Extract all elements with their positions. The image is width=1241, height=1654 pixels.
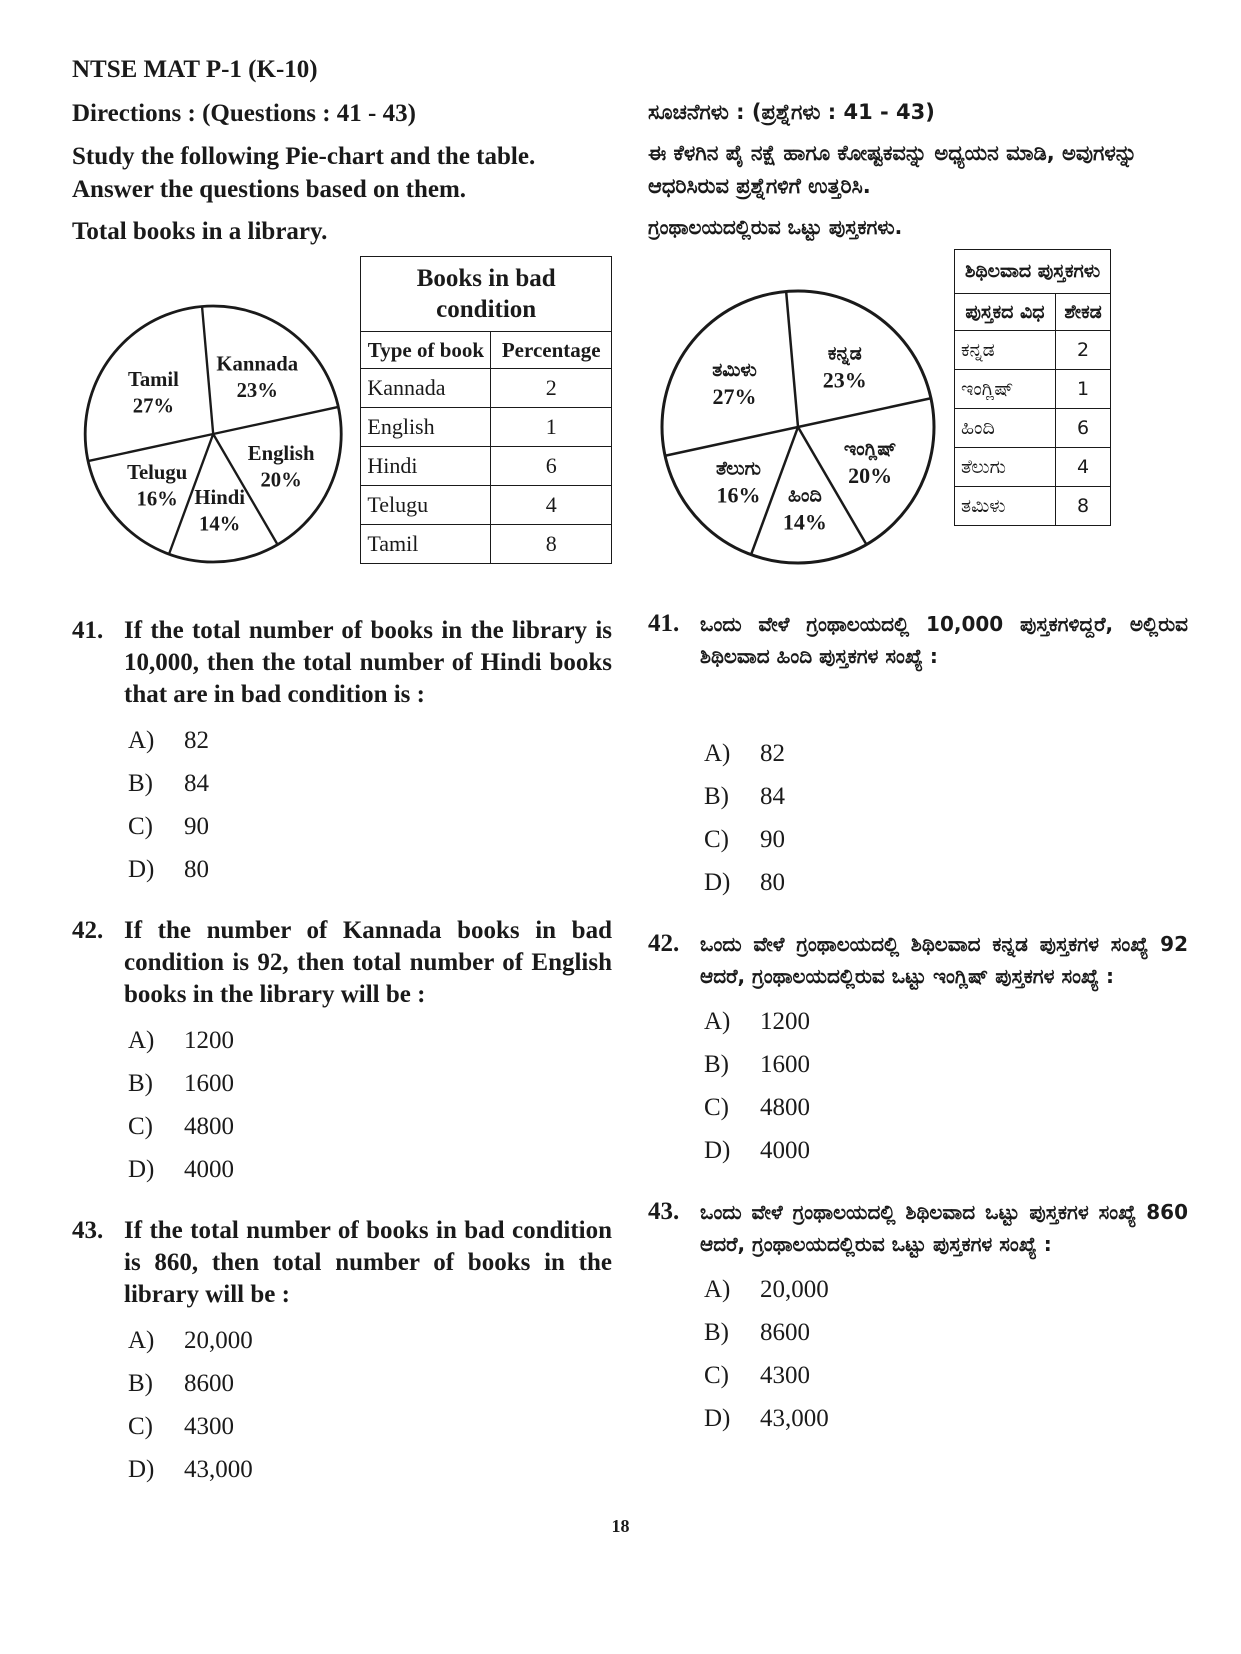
table-cell-type: ಹಿಂದಿ <box>955 409 1056 448</box>
question-text: If the total number of books in the library is 10,000, then the total number of Hindi books that are in bad condition is : <box>124 617 612 708</box>
table-cell-type: ತೆಲುಗು <box>955 448 1056 487</box>
option-a[interactable] <box>704 732 1188 775</box>
question-41 <box>648 608 1188 904</box>
table-row <box>361 369 612 408</box>
option-letter: C) <box>128 1413 153 1440</box>
pie-slice-label <box>716 458 761 508</box>
table-cell-type: ಕನ್ನಡ <box>955 331 1056 370</box>
pie-category-label: ಇಂಗ್ಲಿಷ್ <box>843 437 897 460</box>
option-value: 4000 <box>184 1156 234 1183</box>
table-cell-value: 1 <box>491 408 612 447</box>
option-value: 80 <box>760 869 785 896</box>
options-list <box>704 732 1188 904</box>
directions-text: ಈ ಕೆಳಗಿನ ಪೈ ನಕ್ಷೆ ಹಾಗೂ ಕೋಷ್ಟಕವನ್ನು ಅಧ್ಯಯನ ಮಾಡಿ, ಅವುಗಳನ್ನು ಆಧರಿಸಿರುವ ಪ್ರಶ್ನೆಗಳಿಗೆ ಉತ್ತರಿಸಿ. <box>648 141 1137 198</box>
table-cell-type: ಇಂಗ್ಲಿಷ್ <box>955 370 1056 409</box>
option-b[interactable] <box>704 1311 1188 1354</box>
table-caption: Books in bad condition <box>361 257 612 332</box>
option-value: 43,000 <box>184 1456 253 1483</box>
option-a[interactable] <box>128 1319 612 1362</box>
table-cell-value: 4 <box>491 486 612 525</box>
table-row <box>955 370 1111 409</box>
option-letter: A) <box>128 727 155 754</box>
table-cell-value: 8 <box>1056 487 1111 526</box>
pie-slice-label <box>712 359 757 409</box>
table-cell-value: 6 <box>1056 409 1111 448</box>
option-letter: A) <box>704 740 731 767</box>
table-caption: ಶಿಥಿಲವಾದ ಪುಸ್ತಕಗಳು <box>955 250 1111 294</box>
option-letter: B) <box>704 1051 729 1078</box>
pie-category-label: ತೆಲುಗು <box>716 457 761 480</box>
option-a[interactable] <box>128 719 612 762</box>
question-41 <box>72 615 612 891</box>
table-cell-value: 1 <box>1056 370 1111 409</box>
table-row <box>955 331 1111 370</box>
chart-caption: ಗ್ರಂಥಾಲಯದಲ್ಲಿರುವ ಒಟ್ಟು ಪುಸ್ತಕಗಳು. <box>648 215 903 239</box>
option-a[interactable] <box>704 1268 1188 1311</box>
table-row <box>955 409 1111 448</box>
option-c[interactable] <box>704 1354 1188 1397</box>
question-43 <box>72 1215 612 1491</box>
pie-percent-label: 27% <box>132 395 175 418</box>
table-row <box>361 486 612 525</box>
table-header-type: Type of book <box>361 332 491 369</box>
pie-chart <box>72 284 354 584</box>
option-letter: C) <box>704 1362 729 1389</box>
pie-percent-label: 16% <box>716 482 761 508</box>
option-b[interactable] <box>128 1362 612 1405</box>
options-list <box>128 1019 612 1191</box>
chart-row <box>648 249 1188 594</box>
option-value: 1200 <box>184 1027 234 1054</box>
english-column <box>72 100 612 1491</box>
option-value: 80 <box>184 856 209 883</box>
option-letter: C) <box>704 826 729 853</box>
page-number: 18 <box>611 1516 630 1536</box>
pie-percent-label: 16% <box>136 488 178 511</box>
table-row <box>361 525 612 564</box>
pie-slice-label <box>823 343 867 393</box>
option-letter: A) <box>128 1327 155 1354</box>
pie-slice-label <box>783 485 827 535</box>
option-value: 20,000 <box>184 1327 253 1354</box>
option-value: 4000 <box>760 1137 810 1164</box>
option-letter: B) <box>128 1070 153 1097</box>
option-letter: A) <box>128 1027 155 1054</box>
option-value: 1600 <box>184 1070 234 1097</box>
option-d[interactable] <box>128 848 612 891</box>
option-d[interactable] <box>704 1129 1188 1172</box>
option-letter: C) <box>704 1094 729 1121</box>
option-d[interactable] <box>128 1148 612 1191</box>
option-value: 84 <box>760 783 785 810</box>
table-cell-value: 2 <box>491 369 612 408</box>
option-letter: C) <box>128 813 153 840</box>
option-value: 4300 <box>760 1362 810 1389</box>
table-cell-type: Telugu <box>361 486 491 525</box>
option-letter: D) <box>128 1156 155 1183</box>
option-value: 90 <box>760 826 785 853</box>
table-row <box>955 448 1111 487</box>
option-letter: A) <box>704 1008 731 1035</box>
bad-condition-table <box>360 256 612 564</box>
pie-percent-label: 20% <box>848 462 893 488</box>
option-letter: A) <box>704 1276 731 1303</box>
option-d[interactable] <box>704 1397 1188 1440</box>
table-cell-type: Tamil <box>361 525 491 564</box>
pie-category-label: Telugu <box>127 461 188 484</box>
question-42 <box>72 915 612 1191</box>
exam-header: NTSE MAT P-1 (K-10) <box>72 56 318 83</box>
question-42 <box>648 928 1188 1172</box>
option-letter: B) <box>128 1370 153 1397</box>
option-a[interactable] <box>704 1000 1188 1043</box>
pie-percent-label: 14% <box>782 509 827 535</box>
table-cell-value: 4 <box>1056 448 1111 487</box>
option-b[interactable] <box>128 1062 612 1105</box>
options-list <box>128 719 612 891</box>
table-cell-value: 8 <box>491 525 612 564</box>
pie-category-label: English <box>247 443 315 466</box>
option-letter: D) <box>704 1405 731 1432</box>
option-value: 4800 <box>184 1113 234 1140</box>
table-cell-type: Hindi <box>361 447 491 486</box>
directions-text: Study the following Pie-chart and the table. Answer the questions based on them. <box>72 143 536 203</box>
question-number: 41. <box>72 617 104 644</box>
table-cell-value: 2 <box>1056 331 1111 370</box>
table-row <box>361 447 612 486</box>
option-letter: D) <box>128 1456 155 1483</box>
pie-percent-label: 27% <box>712 384 757 410</box>
option-letter: D) <box>128 856 155 883</box>
question-number: 42. <box>648 930 680 957</box>
option-c[interactable] <box>704 1086 1188 1129</box>
pie-percent-label: 14% <box>198 513 241 536</box>
option-value: 1200 <box>760 1008 810 1035</box>
option-value: 82 <box>760 740 785 767</box>
pie-category-label: ತಮಿಳು <box>712 359 757 382</box>
table-cell-type: Kannada <box>361 369 491 408</box>
option-value: 1600 <box>760 1051 810 1078</box>
table-header-percentage: ಶೇಕಡ <box>1056 294 1111 331</box>
question-text: ಒಂದು ವೇಳೆ ಗ್ರಂಥಾಲಯದಲ್ಲಿ 10,000 ಪುಸ್ತಕಗಳಿದ್ದರೆ, ಅಲ್ಲಿರುವ ಶಿಥಿಲವಾದ ಹಿಂದಿ ಪುಸ್ತಕಗಳ ಸಂಖ್ಯೆ : <box>700 612 1188 668</box>
option-letter: D) <box>704 869 731 896</box>
question-number: 41. <box>648 610 680 637</box>
question-number: 43. <box>648 1198 680 1225</box>
pie-percent-label: 23% <box>822 367 867 393</box>
option-a[interactable] <box>128 1019 612 1062</box>
question-number: 42. <box>72 917 104 944</box>
pie-percent-label: 23% <box>236 379 278 402</box>
question-number: 43. <box>72 1217 104 1244</box>
chart-caption: Total books in a library. <box>72 218 328 245</box>
option-c[interactable] <box>128 1405 612 1448</box>
option-b[interactable] <box>704 775 1188 818</box>
pie-percent-label: 20% <box>260 469 302 492</box>
table-header-percentage: Percentage <box>491 332 612 369</box>
chart-row <box>72 256 612 601</box>
kannada-column <box>648 100 1188 1440</box>
option-letter: B) <box>704 1319 729 1346</box>
option-value: 8600 <box>184 1370 234 1397</box>
options-list <box>128 1319 612 1491</box>
pie-category-label: ಹಿಂದಿ <box>787 484 822 507</box>
table-cell-type: English <box>361 408 491 447</box>
option-c[interactable] <box>128 805 612 848</box>
option-letter: B) <box>704 783 729 810</box>
pie-category-label: Kannada <box>216 353 299 376</box>
question-text: ಒಂದು ವೇಳೆ ಗ್ರಂಥಾಲಯದಲ್ಲಿ ಶಿಥಿಲವಾದ ಕನ್ನಡ ಪುಸ್ತಕಗಳ ಸಂಖ್ಯೆ 92 ಆದರೆ, ಗ್ರಂಥಾಲಯದಲ್ಲಿರುವ ಒಟ್ಟು ಇಂಗ್ಲಿಷ್ ಪುಸ್ತಕಗಳ ಸಂಖ್ಯೆ : <box>700 932 1188 988</box>
option-value: 4800 <box>760 1094 810 1121</box>
table-header-type: ಪುಸ್ತಕದ ವಿಧ <box>955 294 1056 331</box>
directions-title: Directions : (Questions : 41 - 43) <box>72 100 416 127</box>
option-value: 84 <box>184 770 209 797</box>
option-d[interactable] <box>704 861 1188 904</box>
question-text: If the number of Kannada books in bad condition is 92, then total number of English books in the library will be : <box>124 917 612 1008</box>
option-letter: B) <box>128 770 153 797</box>
pie-category-label: ಕನ್ನಡ <box>827 342 862 365</box>
option-letter: C) <box>128 1113 153 1140</box>
options-list <box>704 1268 1188 1440</box>
pie-category-label: Hindi <box>194 487 245 510</box>
option-letter: D) <box>704 1137 731 1164</box>
option-value: 90 <box>184 813 209 840</box>
table-cell-type: ತಮಿಳು <box>955 487 1056 526</box>
option-value: 43,000 <box>760 1405 829 1432</box>
question-text: ಒಂದು ವೇಳೆ ಗ್ರಂಥಾಲಯದಲ್ಲಿ ಶಿಥಿಲವಾದ ಒಟ್ಟು ಪುಸ್ತಕಗಳ ಸಂಖ್ಯೆ 860 ಆದರೆ, ಗ್ರಂಥಾಲಯದಲ್ಲಿರುವ ಒಟ್ಟು ಪುಸ್ತಕಗಳ ಸಂಖ್ಯೆ : <box>700 1200 1188 1256</box>
table-row <box>955 487 1111 526</box>
question-43 <box>648 1196 1188 1440</box>
option-value: 4300 <box>184 1413 234 1440</box>
option-b[interactable] <box>704 1043 1188 1086</box>
option-b[interactable] <box>128 762 612 805</box>
option-value: 8600 <box>760 1319 810 1346</box>
option-value: 82 <box>184 727 209 754</box>
pie-chart <box>648 277 948 577</box>
question-text: If the total number of books in bad condition is 860, then total number of books in the library will be : <box>124 1217 612 1308</box>
bad-condition-table <box>954 249 1111 526</box>
option-c[interactable] <box>128 1105 612 1148</box>
directions-title: ಸೂಚನೆಗಳು : (ಪ್ರಶ್ನೆಗಳು : 41 - 43) <box>648 100 935 124</box>
pie-category-label: Tamil <box>127 369 179 392</box>
options-list <box>704 1000 1188 1172</box>
option-c[interactable] <box>704 818 1188 861</box>
table-row <box>361 408 612 447</box>
pie-slice-label <box>844 438 897 488</box>
option-value: 20,000 <box>760 1276 829 1303</box>
option-d[interactable] <box>128 1448 612 1491</box>
table-cell-value: 6 <box>491 447 612 486</box>
